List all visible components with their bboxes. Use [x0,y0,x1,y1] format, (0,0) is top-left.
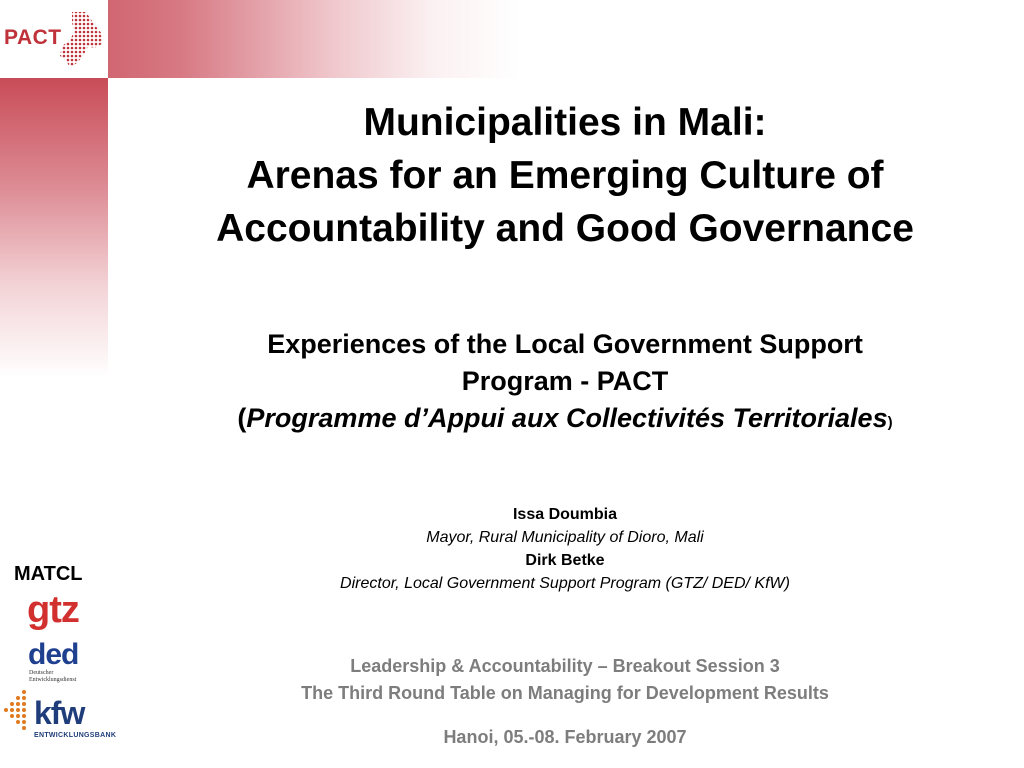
subtitle-line-1: Experiences of the Local Government Support [267,329,863,359]
authors-block [110,503,1020,595]
event-dateline: Hanoi, 05.-08. February 2007 [443,727,687,747]
pact-logo [0,0,108,78]
author-role: Mayor, Rural Municipality of Dioro, Mali [426,529,704,546]
header-gradient-band [0,0,1024,78]
title-line-3: Accountability and Good Governance [216,207,914,250]
matcl-label: MATCL [14,563,83,585]
subtitle-line-2: Program - PACT [461,366,669,396]
kfw-logo-subtitle: ENTWICKLUNGSBANK [34,732,117,739]
kfw-dot-mark-icon [2,688,34,740]
author-name: Dirk Betke [525,552,605,569]
gtz-logo: gtz [27,589,79,631]
subtitle-french-name: Programme d’Appui aux Collectivités Territoriales [246,403,888,433]
side-gradient-band [0,78,108,378]
session-name: Leadership & Accountability – Breakout Session 3 [350,656,780,676]
slide-title [110,96,1020,255]
ded-subtitle-line-1: Deutscher [29,670,54,676]
title-line-1: Municipalities in Mali: [363,101,767,144]
author-name: Issa Doumbia [512,506,618,523]
event-block [110,653,1020,707]
kfw-logo: kfw [34,695,85,731]
slide-subtitle [110,326,1020,441]
conference-name: The Third Round Table on Managing for Development Results [301,683,829,703]
mali-map-icon [58,10,104,70]
ded-subtitle-line-2: Entwicklungsdienst [29,677,77,683]
ded-logo-subtitle [29,670,76,684]
partner-logos [0,560,120,768]
author-role: Director, Local Government Support Program (GTZ/ DED/ KfW) [340,575,790,592]
subtitle-open-paren: ( [237,403,247,433]
pact-logo-text: PACT [4,26,62,49]
subtitle-close-paren: ) [887,414,893,431]
title-line-2: Arenas for an Emerging Culture of [246,154,884,197]
ded-logo: ded [28,638,79,671]
